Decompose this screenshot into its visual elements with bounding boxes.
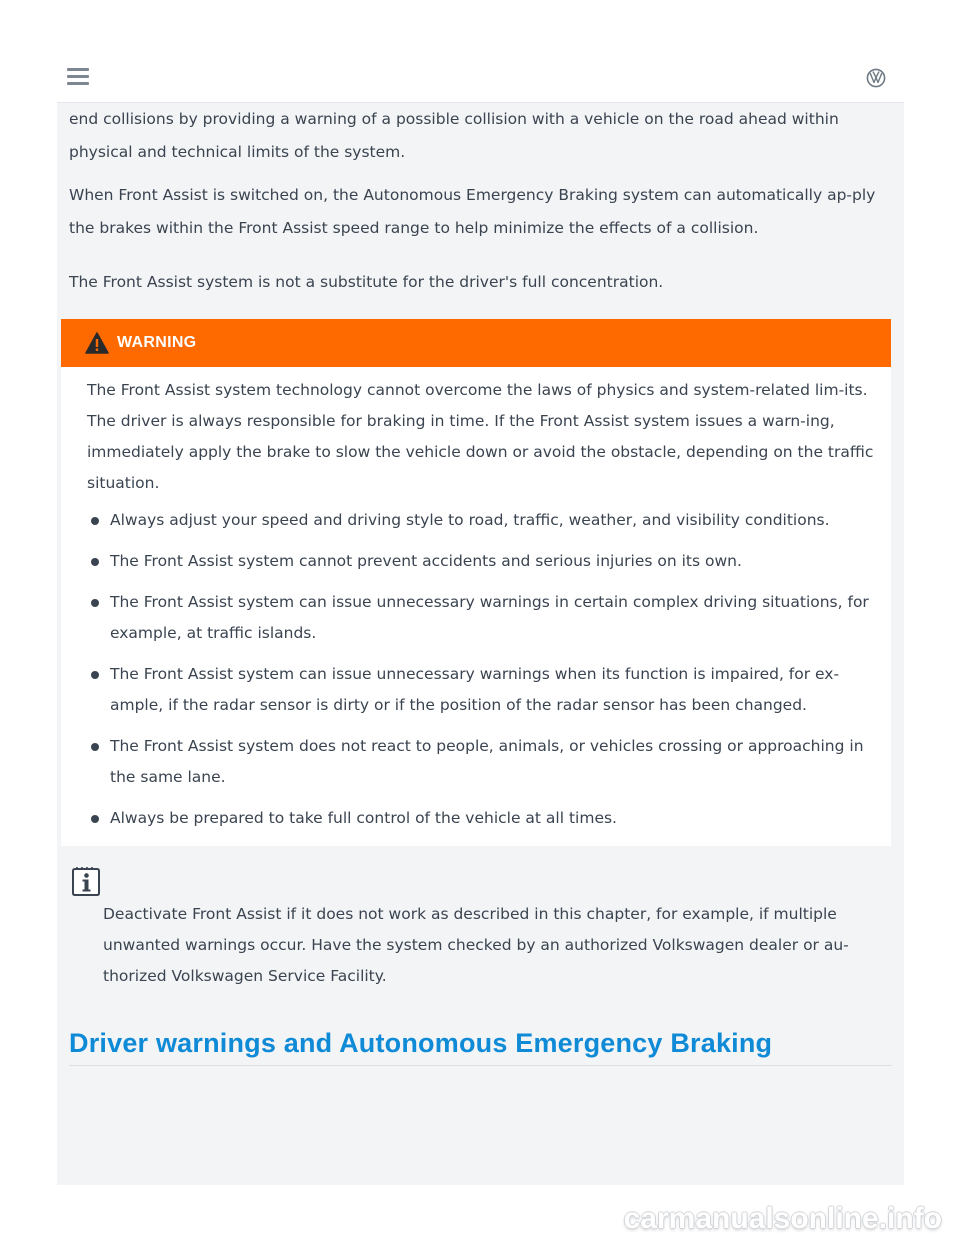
intro-paragraph-1: end collisions by providing a warning of a possible collision with a vehicle on the road ahead within physical and technical limits of the system. bbox=[69, 110, 839, 161]
warning-list-item: The Front Assist system can issue unnecessary warnings when its function is impaired, for ex-ample, if the radar sensor is dirty or if the position of the radar sensor has been changed. bbox=[87, 659, 877, 721]
warning-triangle-icon bbox=[85, 332, 109, 354]
warning-header bbox=[61, 319, 891, 367]
bullet-icon bbox=[91, 599, 99, 607]
watermark-text: carmanualsonline.info bbox=[623, 1202, 942, 1235]
bullet-icon bbox=[91, 815, 99, 823]
bullet-icon bbox=[91, 558, 99, 566]
info-icon bbox=[71, 867, 101, 897]
top-bar bbox=[57, 56, 904, 103]
warning-title: WARNING bbox=[117, 334, 197, 351]
section-title: Driver warnings and Autonomous Emergency Braking bbox=[69, 1028, 773, 1058]
intro-paragraph-3: The Front Assist system is not a substitute for the driver's full concentration. bbox=[69, 273, 664, 291]
warning-box bbox=[61, 319, 891, 846]
hamburger-menu-icon[interactable] bbox=[67, 68, 89, 86]
warning-list-item: Always be prepared to take full control of the vehicle at all times. bbox=[87, 803, 877, 834]
warning-list-item: The Front Assist system can issue unnecessary warnings in certain complex driving situations, for example, at traffic islands. bbox=[87, 587, 877, 649]
section-divider bbox=[69, 1065, 892, 1066]
bullet-icon bbox=[91, 743, 99, 751]
note-text: Deactivate Front Assist if it does not work as described in this chapter, for example, if multiple unwanted warnings occur. Have the system checked by an authorized Volkswagen dealer or au-thorized Volkswagen Service Facility. bbox=[103, 905, 849, 985]
bullet-icon bbox=[91, 671, 99, 679]
warning-text: The Front Assist system technology cannot overcome the laws of physics and system-related lim-its. The driver is always responsible for braking in time. If the Front Assist system issues a warn-ing, immediately apply the brake to slow the vehicle down or avoid the obstacle, depending on the traffic situation. bbox=[87, 381, 874, 492]
warning-list-item: The Front Assist system does not react to people, animals, or vehicles crossing or approaching in the same lane. bbox=[87, 731, 877, 793]
volkswagen-logo-icon[interactable] bbox=[866, 68, 886, 88]
warning-list-item: The Front Assist system cannot prevent accidents and serious injuries on its own. bbox=[87, 546, 877, 577]
manual-content bbox=[57, 103, 904, 1185]
warning-list bbox=[87, 505, 877, 844]
warning-list-item: Always adjust your speed and driving style to road, traffic, weather, and visibility conditions. bbox=[87, 505, 877, 536]
intro-paragraph-2: When Front Assist is switched on, the Autonomous Emergency Braking system can automatically ap-ply the brakes within the Front Assist speed range to help minimize the effects of a collision. bbox=[69, 186, 876, 237]
bullet-icon bbox=[91, 517, 99, 525]
